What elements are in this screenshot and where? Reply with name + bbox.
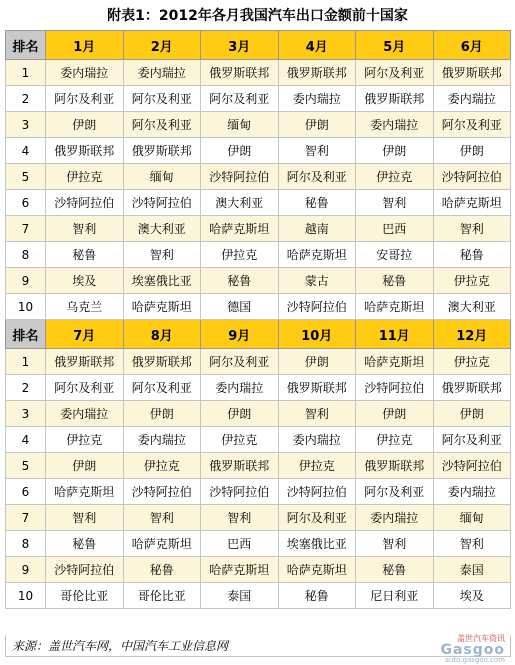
rank-cell: 4 bbox=[6, 427, 46, 453]
country-cell: 阿尔及利亚 bbox=[356, 479, 434, 505]
table-row bbox=[6, 557, 511, 583]
country-cell: 哈萨克斯坦 bbox=[356, 294, 434, 320]
country-cell: 伊拉克 bbox=[46, 427, 124, 453]
country-cell: 伊拉克 bbox=[201, 242, 279, 268]
country-cell: 智利 bbox=[46, 505, 124, 531]
country-cell: 秘鲁 bbox=[123, 557, 201, 583]
rank-cell: 1 bbox=[6, 60, 46, 86]
table-row bbox=[6, 86, 511, 112]
rank-cell: 1 bbox=[6, 349, 46, 375]
country-cell: 阿尔及利亚 bbox=[278, 505, 356, 531]
country-cell: 沙特阿拉伯 bbox=[201, 164, 279, 190]
country-cell: 哈萨克斯坦 bbox=[278, 557, 356, 583]
country-cell: 智利 bbox=[433, 216, 511, 242]
country-cell: 委内瑞拉 bbox=[278, 427, 356, 453]
month-header: 3月 bbox=[201, 31, 279, 60]
country-cell: 哥伦比亚 bbox=[46, 583, 124, 609]
country-cell: 沙特阿拉伯 bbox=[123, 479, 201, 505]
country-cell: 伊朗 bbox=[201, 138, 279, 164]
country-cell: 智利 bbox=[278, 138, 356, 164]
country-cell: 伊拉克 bbox=[278, 453, 356, 479]
country-cell: 智利 bbox=[356, 190, 434, 216]
country-cell: 伊朗 bbox=[123, 401, 201, 427]
table-row bbox=[6, 268, 511, 294]
country-cell: 俄罗斯联邦 bbox=[46, 349, 124, 375]
rank-cell: 9 bbox=[6, 557, 46, 583]
rank-cell: 6 bbox=[6, 190, 46, 216]
table-row bbox=[6, 294, 511, 320]
country-cell: 伊朗 bbox=[433, 138, 511, 164]
country-cell: 沙特阿拉伯 bbox=[46, 557, 124, 583]
country-cell: 澳大利亚 bbox=[201, 190, 279, 216]
country-cell: 秘鲁 bbox=[46, 531, 124, 557]
country-cell: 俄罗斯联邦 bbox=[123, 138, 201, 164]
country-cell: 伊朗 bbox=[278, 112, 356, 138]
rank-cell: 4 bbox=[6, 138, 46, 164]
table-row bbox=[6, 505, 511, 531]
title-main: 2012年各月我国汽车出口金额前十国家 bbox=[158, 8, 408, 24]
country-cell: 委内瑞拉 bbox=[123, 427, 201, 453]
country-cell: 委内瑞拉 bbox=[46, 60, 124, 86]
country-cell: 俄罗斯联邦 bbox=[123, 349, 201, 375]
export-ranking-table bbox=[5, 30, 511, 609]
country-cell: 阿尔及利亚 bbox=[123, 375, 201, 401]
rank-header: 排名 bbox=[6, 31, 46, 60]
country-cell: 哈萨克斯坦 bbox=[201, 557, 279, 583]
country-cell: 阿尔及利亚 bbox=[201, 86, 279, 112]
country-cell: 阿尔及利亚 bbox=[433, 427, 511, 453]
country-cell: 俄罗斯联邦 bbox=[433, 375, 511, 401]
month-header: 2月 bbox=[123, 31, 201, 60]
table-row bbox=[6, 453, 511, 479]
rank-cell: 3 bbox=[6, 401, 46, 427]
country-cell: 伊朗 bbox=[201, 401, 279, 427]
country-cell: 秘鲁 bbox=[46, 242, 124, 268]
country-cell: 伊朗 bbox=[356, 138, 434, 164]
country-cell: 巴西 bbox=[356, 216, 434, 242]
country-cell: 智利 bbox=[433, 531, 511, 557]
country-cell: 委内瑞拉 bbox=[46, 401, 124, 427]
country-cell: 委内瑞拉 bbox=[356, 112, 434, 138]
country-cell: 伊朗 bbox=[356, 401, 434, 427]
country-cell: 沙特阿拉伯 bbox=[433, 164, 511, 190]
country-cell: 泰国 bbox=[201, 583, 279, 609]
month-header: 11月 bbox=[356, 320, 434, 349]
rank-cell: 7 bbox=[6, 216, 46, 242]
country-cell: 智利 bbox=[123, 242, 201, 268]
table-row bbox=[6, 164, 511, 190]
table-row bbox=[6, 427, 511, 453]
table-row bbox=[6, 216, 511, 242]
country-cell: 澳大利亚 bbox=[123, 216, 201, 242]
country-cell: 安哥拉 bbox=[356, 242, 434, 268]
country-cell: 缅甸 bbox=[201, 112, 279, 138]
country-cell: 委内瑞拉 bbox=[356, 505, 434, 531]
country-cell: 秘鲁 bbox=[201, 268, 279, 294]
watermark-url: auto.gasgoo.com bbox=[444, 656, 505, 664]
country-cell: 哥伦比亚 bbox=[123, 583, 201, 609]
country-cell: 秘鲁 bbox=[433, 242, 511, 268]
country-cell: 缅甸 bbox=[433, 505, 511, 531]
table-row bbox=[6, 190, 511, 216]
country-cell: 哈萨克斯坦 bbox=[46, 479, 124, 505]
country-cell: 蒙古 bbox=[278, 268, 356, 294]
country-cell: 俄罗斯联邦 bbox=[201, 453, 279, 479]
rank-cell: 10 bbox=[6, 583, 46, 609]
table-row bbox=[6, 349, 511, 375]
rank-cell: 8 bbox=[6, 242, 46, 268]
rank-cell: 7 bbox=[6, 505, 46, 531]
country-cell: 俄罗斯联邦 bbox=[356, 453, 434, 479]
country-cell: 俄罗斯联邦 bbox=[433, 60, 511, 86]
watermark-top-text: 盖世汽车资讯 bbox=[457, 634, 505, 643]
country-cell: 秘鲁 bbox=[278, 190, 356, 216]
rank-cell: 2 bbox=[6, 375, 46, 401]
country-cell: 阿尔及利亚 bbox=[123, 112, 201, 138]
country-cell: 俄罗斯联邦 bbox=[278, 375, 356, 401]
rank-cell: 6 bbox=[6, 479, 46, 505]
table-row bbox=[6, 112, 511, 138]
table-row bbox=[6, 479, 511, 505]
country-cell: 越南 bbox=[278, 216, 356, 242]
country-cell: 伊朗 bbox=[46, 453, 124, 479]
country-cell: 阿尔及利亚 bbox=[356, 60, 434, 86]
country-cell: 哈萨克斯坦 bbox=[123, 531, 201, 557]
country-cell: 伊朗 bbox=[46, 112, 124, 138]
rank-cell: 3 bbox=[6, 112, 46, 138]
country-cell: 阿尔及利亚 bbox=[46, 375, 124, 401]
country-cell: 秘鲁 bbox=[356, 268, 434, 294]
source-note: 来源：盖世汽车网，中国汽车工业信息网 bbox=[5, 635, 511, 657]
country-cell: 俄罗斯联邦 bbox=[46, 138, 124, 164]
gasgoo-watermark bbox=[417, 633, 509, 663]
month-header: 1月 bbox=[46, 31, 124, 60]
table-row bbox=[6, 583, 511, 609]
country-cell: 伊拉克 bbox=[356, 427, 434, 453]
table-row bbox=[6, 531, 511, 557]
rank-cell: 2 bbox=[6, 86, 46, 112]
rank-cell: 5 bbox=[6, 164, 46, 190]
country-cell: 沙特阿拉伯 bbox=[356, 375, 434, 401]
country-cell: 秘鲁 bbox=[278, 583, 356, 609]
month-header: 6月 bbox=[433, 31, 511, 60]
country-cell: 俄罗斯联邦 bbox=[356, 86, 434, 112]
country-cell: 智利 bbox=[278, 401, 356, 427]
month-header: 12月 bbox=[433, 320, 511, 349]
month-header: 7月 bbox=[46, 320, 124, 349]
table-row bbox=[6, 138, 511, 164]
rank-header: 排名 bbox=[6, 320, 46, 349]
country-cell: 委内瑞拉 bbox=[433, 479, 511, 505]
country-cell: 尼日利亚 bbox=[356, 583, 434, 609]
country-cell: 沙特阿拉伯 bbox=[46, 190, 124, 216]
rank-cell: 8 bbox=[6, 531, 46, 557]
country-cell: 阿尔及利亚 bbox=[123, 86, 201, 112]
country-cell: 埃及 bbox=[433, 583, 511, 609]
country-cell: 委内瑞拉 bbox=[278, 86, 356, 112]
country-cell: 阿尔及利亚 bbox=[46, 86, 124, 112]
country-cell: 阿尔及利亚 bbox=[278, 164, 356, 190]
country-cell: 阿尔及利亚 bbox=[201, 349, 279, 375]
month-header: 5月 bbox=[356, 31, 434, 60]
country-cell: 伊拉克 bbox=[433, 349, 511, 375]
header-row bbox=[6, 31, 511, 60]
month-header: 8月 bbox=[123, 320, 201, 349]
country-cell: 阿尔及利亚 bbox=[433, 112, 511, 138]
country-cell: 哈萨克斯坦 bbox=[123, 294, 201, 320]
country-cell: 委内瑞拉 bbox=[433, 86, 511, 112]
country-cell: 智利 bbox=[356, 531, 434, 557]
country-cell: 哈萨克斯坦 bbox=[201, 216, 279, 242]
country-cell: 沙特阿拉伯 bbox=[123, 190, 201, 216]
country-cell: 乌克兰 bbox=[46, 294, 124, 320]
country-cell: 智利 bbox=[46, 216, 124, 242]
country-cell: 俄罗斯联邦 bbox=[278, 60, 356, 86]
country-cell: 伊朗 bbox=[433, 401, 511, 427]
table-row bbox=[6, 60, 511, 86]
country-cell: 秘鲁 bbox=[356, 557, 434, 583]
country-cell: 埃塞俄比亚 bbox=[278, 531, 356, 557]
country-cell: 埃及 bbox=[46, 268, 124, 294]
table-row bbox=[6, 401, 511, 427]
month-header: 9月 bbox=[201, 320, 279, 349]
country-cell: 德国 bbox=[201, 294, 279, 320]
month-header: 4月 bbox=[278, 31, 356, 60]
rank-cell: 9 bbox=[6, 268, 46, 294]
country-cell: 委内瑞拉 bbox=[123, 60, 201, 86]
country-cell: 沙特阿拉伯 bbox=[201, 479, 279, 505]
country-cell: 伊拉克 bbox=[46, 164, 124, 190]
country-cell: 智利 bbox=[201, 505, 279, 531]
country-cell: 巴西 bbox=[201, 531, 279, 557]
country-cell: 俄罗斯联邦 bbox=[201, 60, 279, 86]
country-cell: 缅甸 bbox=[123, 164, 201, 190]
country-cell: 泰国 bbox=[433, 557, 511, 583]
country-cell: 伊朗 bbox=[278, 349, 356, 375]
month-header: 10月 bbox=[278, 320, 356, 349]
table-row bbox=[6, 242, 511, 268]
rank-cell: 5 bbox=[6, 453, 46, 479]
watermark-logo: Gasgoo bbox=[440, 642, 505, 658]
table-row bbox=[6, 375, 511, 401]
title-prefix: 附表1： bbox=[107, 8, 159, 24]
country-cell: 智利 bbox=[123, 505, 201, 531]
country-cell: 埃塞俄比亚 bbox=[123, 268, 201, 294]
country-cell: 澳大利亚 bbox=[433, 294, 511, 320]
country-cell: 沙特阿拉伯 bbox=[278, 479, 356, 505]
country-cell: 伊拉克 bbox=[201, 427, 279, 453]
country-cell: 伊拉克 bbox=[123, 453, 201, 479]
country-cell: 哈萨克斯坦 bbox=[278, 242, 356, 268]
country-cell: 沙特阿拉伯 bbox=[433, 453, 511, 479]
table-title bbox=[0, 0, 515, 30]
country-cell: 伊拉克 bbox=[356, 164, 434, 190]
country-cell: 伊拉克 bbox=[433, 268, 511, 294]
country-cell: 委内瑞拉 bbox=[201, 375, 279, 401]
country-cell: 沙特阿拉伯 bbox=[278, 294, 356, 320]
rank-cell: 10 bbox=[6, 294, 46, 320]
country-cell: 哈萨克斯坦 bbox=[356, 349, 434, 375]
country-cell: 哈萨克斯坦 bbox=[433, 190, 511, 216]
header-row bbox=[6, 320, 511, 349]
